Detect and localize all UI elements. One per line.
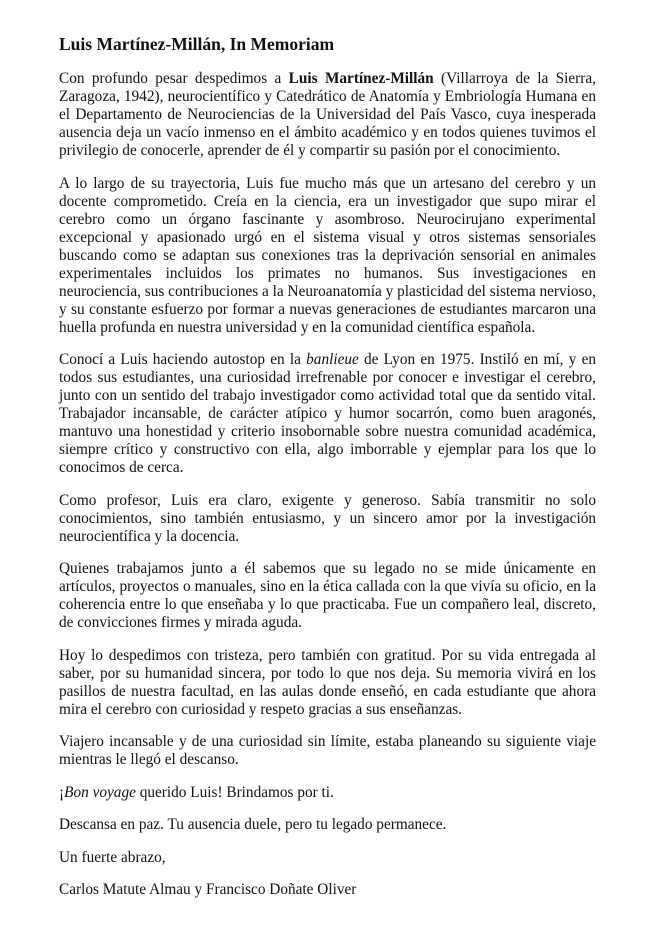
paragraph-intro xyxy=(59,70,596,160)
paragraph-memories xyxy=(59,351,596,477)
memories-text-before: Conocí a Luis haciendo autostop en la xyxy=(59,351,307,368)
honoree-name: Luis Martínez-Millán xyxy=(288,70,434,87)
bon-voyage-text-before: ¡ xyxy=(59,783,65,801)
intro-text-before: Con profundo pesar despedimos a xyxy=(59,70,289,87)
bon-voyage-italic: Bon voyage xyxy=(64,783,136,801)
paragraph-closing: Un fuerte abrazo, xyxy=(59,848,166,866)
paragraph-teacher: Como profesor, Luis era claro, exigente y generoso. Sabía transmitir no solo conocimientos, sino también entusiasmo, y un sincero amor por la investigación neurocientífica y la docencia. xyxy=(59,491,596,545)
bon-voyage-text-after: querido Luis! Brindamos por ti. xyxy=(135,783,334,801)
paragraph-bon-voyage xyxy=(59,784,596,802)
document-title: Luis Martínez-Millán, In Memoriam xyxy=(59,34,335,54)
paragraph-traveler: Viajero incansable y de una curiosidad sin límite, estaba planeando su siguiente viaje mientras le llegó el descanso. xyxy=(59,733,596,768)
signature: Carlos Matute Almau y Francisco Doñate Oliver xyxy=(59,881,357,898)
memories-text-after: de Lyon en 1975. Instiló en mí, y en todos sus estudiantes, una curiosidad irrefrenable por conocer e investigar el cerebro, junto con un sentido del trabajo investigador como actividad total que da sentido vital. Trabajador incansable, de carácter atípico y humor socarrón, como buen aragonés, mantuvo una honestidad y criterio insobornable sobre nuestra comunidad académica, siempre crítico y constructivo con ella, algo imborrable y ejemplar para los que lo conocimos de cerca. xyxy=(59,351,597,476)
paragraph-legacy: Quienes trabajamos junto a él sabemos que su legado no se mide únicamente en artículos, proyectos o manuales, sino en la ética callada con la que vivía su oficio, en la coherencia entre lo que enseñaba y lo que practicaba. Fue un compañero leal, discreto, de convicciones firmes y mirada aguda. xyxy=(59,560,596,631)
paragraph-career: A lo largo de su trayectoria, Luis fue mucho más que un artesano del cerebro y un docente comprometido. Creía en la ciencia, era un investigador que supo mirar el cerebro como un órgano fascinante y asombroso. Neurocirujano experimental excepcional y apasionado urgó en el sistema visual y otros sistemas sensoriales buscando como se adaptan sus conexiones tras la deprivación sensorial en animales experimentales incluidos los primates no humanos. Sus investigaciones en neurociencia, sus contribuciones a la Neuroanatomía y plasticidad del sistema nervioso, y su constante esfuerzo por formar a nuevas generaciones de estudiantes marcaron una huella profunda en nuestra universidad y en la comunidad científica española. xyxy=(59,174,596,336)
memories-italic-word: banlieue xyxy=(306,351,359,368)
paragraph-farewell: Hoy lo despedimos con tristeza, pero también con gratitud. Por su vida entregada al saber, por su humanidad sincera, por todo lo que nos deja. Su memoria vivirá en los pasillos de nuestra facultad, en las aulas donde enseñó, en cada estudiante que ahora mira el cerebro con curiosidad y respeto gracias a sus enseñanzas. xyxy=(59,646,596,718)
intro-text-after: (Villarroya de la Sierra, Zaragoza, 1942), neurocientífico y Catedrático de Anatomía y Embriología Humana en el Departamento de Neurociencias de la Universidad del País Vasco, cuya inesperada ausencia deja un vacío inmenso en el ámbito académico y en todos quienes tuvimos el privilegio de conocerle, aprender de él y compartir su pasión por el conocimiento. xyxy=(59,70,596,159)
paragraph-rest-in-peace: Descansa en paz. Tu ausencia duele, pero tu legado permanece. xyxy=(59,816,447,833)
